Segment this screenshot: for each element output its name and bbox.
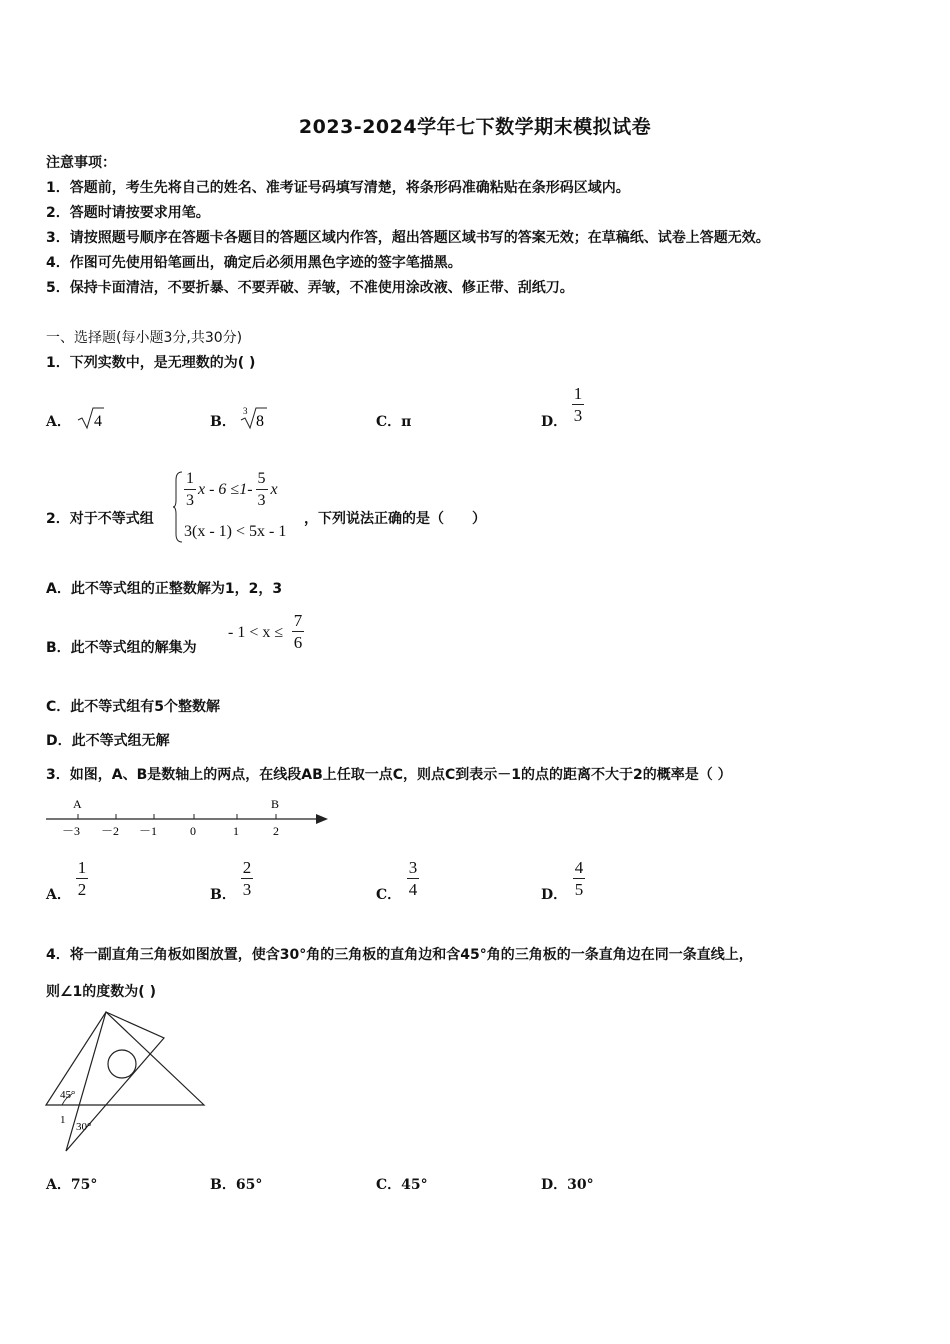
q3-d-fraction: 4 5 bbox=[574, 858, 584, 899]
q2-option-d: D．此不等式组无解 bbox=[46, 733, 170, 749]
q4-option-d: D．30° bbox=[541, 1177, 594, 1193]
question-3-stem: 3．如图，A、B是数轴上的两点，在线段AB上任取一点C，则点C到表示－1的点的距离不大于2的概率是（ ） bbox=[46, 767, 732, 783]
q3-a-fraction: 1 2 bbox=[77, 858, 87, 899]
point-a-label: A bbox=[73, 797, 82, 811]
q1-b-index: 3 bbox=[243, 406, 248, 416]
question-1-stem: 1．下列实数中，是无理数的为( ) bbox=[46, 355, 256, 371]
angle-30-label: 30° bbox=[76, 1121, 92, 1133]
q3-option-d: D． bbox=[541, 887, 568, 903]
q1-option-a: A． bbox=[46, 414, 71, 430]
note-item: 2．答题时请按要求用笔。 bbox=[46, 205, 210, 221]
q1-option-c: C．π bbox=[376, 414, 412, 430]
tick-label: 0 bbox=[190, 824, 196, 838]
q2-option-a: A．此不等式组的正整数解为1，2，3 bbox=[46, 581, 283, 597]
tick-label: －3 bbox=[62, 824, 81, 838]
q2-option-c: C．此不等式组有5个整数解 bbox=[46, 699, 221, 715]
triangles-figure bbox=[40, 1005, 215, 1155]
q1-option-d: D． bbox=[541, 414, 568, 430]
q4-option-c: C．45° bbox=[376, 1177, 428, 1193]
q3-option-a: A． bbox=[46, 887, 71, 903]
q4-option-a: A．75° bbox=[46, 1177, 98, 1193]
tick-label: 1 bbox=[233, 824, 239, 838]
q1-a-radicand: 4 bbox=[94, 413, 102, 430]
tick-label: －1 bbox=[139, 824, 158, 838]
section-heading: 一、选择题(每小题3分,共30分) bbox=[46, 330, 243, 346]
tick-label: －2 bbox=[101, 824, 120, 838]
question-4-stem-line-1: 4．将一副直角三角板如图放置，使含30°角的三角板的直角边和含45°角的三角板的一条直角边在同一条直线上， bbox=[46, 947, 753, 963]
note-item: 5．保持卡面清洁，不要折暴、不要弄破、弄皱，不准使用涂改液、修正带、刮纸刀。 bbox=[46, 280, 574, 296]
q3-b-fraction: 2 3 bbox=[242, 858, 252, 899]
cube-root-symbol bbox=[238, 403, 270, 431]
system-row-1: $\frac{1}{3}$ x - 6 ≤1- $\frac{5}{3}$ x bbox=[186, 470, 278, 509]
q3-option-c: C． bbox=[376, 887, 402, 903]
question-2-suffix: ，下列说法正确的是（ ） bbox=[304, 511, 486, 527]
note-item: 1．答题前，考生先将自己的姓名、准考证号码填写清楚，将条形码准确粘贴在条形码区域内。 bbox=[46, 180, 630, 196]
tick-marks bbox=[78, 814, 276, 819]
q1-b-radicand: 8 bbox=[256, 413, 264, 430]
tick-label: 2 bbox=[273, 824, 279, 838]
q1-option-b: B． bbox=[210, 414, 236, 430]
note-item: 3．请按照题号顺序在答题卡各题目的答题区域内作答，超出答题区域书写的答案无效；在草稿纸、试卷上答题无效。 bbox=[46, 230, 770, 246]
number-line bbox=[44, 795, 334, 840]
q2-option-b-prefix: B．此不等式组的解集为 bbox=[46, 640, 197, 656]
q2-option-b-fraction: 7 6 bbox=[293, 611, 303, 652]
angle-45-label: 45° bbox=[60, 1089, 76, 1101]
system-brace bbox=[172, 470, 184, 544]
sqrt-symbol bbox=[76, 405, 106, 431]
page-title: 2023-2024学年七下数学期末模拟试卷 bbox=[298, 116, 652, 138]
note-item: 4．作图可先使用铅笔画出，确定后必须用黑色字迹的签字笔描黑。 bbox=[46, 255, 462, 271]
angle-1-label: 1 bbox=[60, 1114, 66, 1126]
q4-option-b: B．65° bbox=[210, 1177, 263, 1193]
notes-heading: 注意事项： bbox=[46, 155, 116, 171]
axis-arrow bbox=[316, 814, 328, 824]
triangle-hole bbox=[108, 1050, 136, 1078]
system-row-2: 3(x - 1) < 5x - 1 bbox=[184, 523, 287, 540]
q3-c-fraction: 3 4 bbox=[408, 858, 418, 899]
q3-option-b: B． bbox=[210, 887, 236, 903]
question-4-stem-line-2: 则∠1的度数为( ) bbox=[46, 984, 156, 1000]
question-2-prefix: 2．对于不等式组 bbox=[46, 511, 154, 527]
q2-option-b-math: - 1 < x ≤ bbox=[228, 624, 284, 641]
q1-d-fraction: 1 3 bbox=[573, 384, 583, 425]
point-b-label: B bbox=[271, 797, 280, 811]
